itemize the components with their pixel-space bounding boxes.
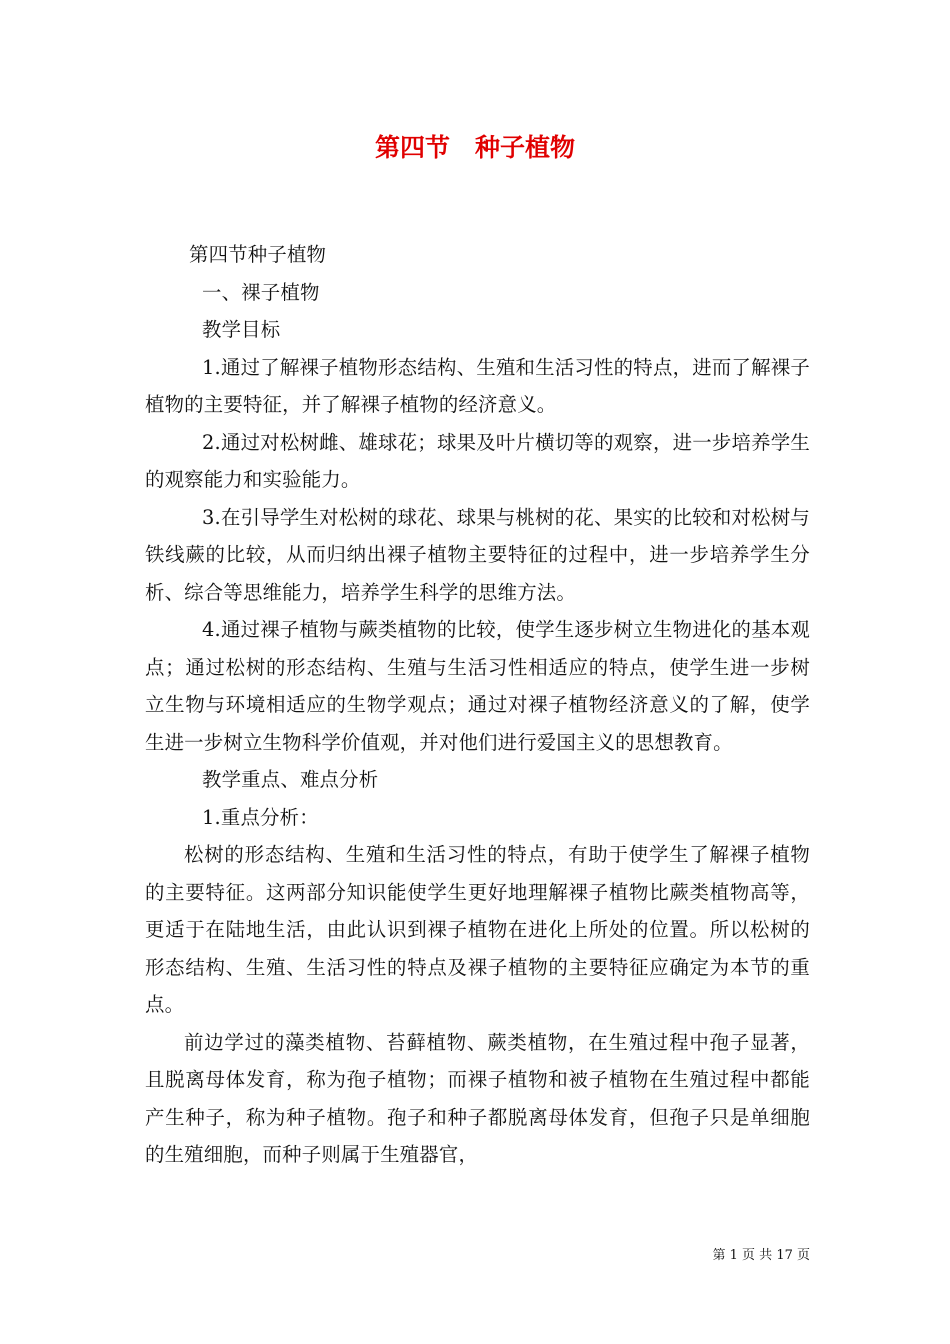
paragraph-keypoints-heading: 教学重点、难点分析 bbox=[202, 768, 379, 791]
document-body bbox=[145, 236, 810, 1174]
paragraph-keypoint-1-body: 松树的形态结构、生殖和生活习性的特点，有助于使学生了解裸子植物的主要特征。这两部分知识能使学生更好地理解裸子植物比蕨类植物高等，更适于在陆地生活，由此认识到裸子植物在进化上所处的位置。所以松树的形态结构、生殖、生活习性的特点及裸子植物的主要特征应确定为本节的重点。 bbox=[145, 843, 810, 1016]
paragraph-seed-plants: 前边学过的藻类植物、苔藓植物、蕨类植物，在生殖过程中孢子显著，且脱离母体发育，称为孢子植物；而裸子植物和被子植物在生殖过程中都能产生种子，称为种子植物。孢子和种子都脱离母体发育，但孢子只是单细胞的生殖细胞，而种子则属于生殖器官， bbox=[145, 1030, 810, 1166]
paragraph-objective-2: 2.通过对松树雌、雄球花；球果及叶片横切等的观察，进一步培养学生的观察能力和实验能力。 bbox=[145, 430, 810, 491]
document-title: 第四节 种子植物 bbox=[374, 133, 575, 162]
page-number: 第 1 页 共 17 页 bbox=[712, 1248, 810, 1263]
paragraph-objective-4: 4.通过裸子植物与蕨类植物的比较，使学生逐步树立生物进化的基本观点；通过松树的形态结构、生殖与生活习性相适应的特点，使学生进一步树立生物与环境相适应的生物学观点；通过对裸子植物经济意义的了解，使学生进一步树立生物科学价值观，并对他们进行爱国主义的思想教育。 bbox=[145, 618, 810, 754]
paragraph-subheading: 一、裸子植物 bbox=[202, 280, 320, 304]
paragraph-objective-3: 3.在引导学生对松树的球花、球果与桃树的花、果实的比较和对松树与铁线蕨的比较，从而归纳出裸子植物主要特征的过程中，进一步培养学生分析、综合等思维能力，培养学生科学的思维方法。 bbox=[145, 505, 810, 604]
paragraph-keypoint-1-heading: 1.重点分析： bbox=[202, 805, 319, 829]
paragraph-section-heading: 第四节种子植物 bbox=[189, 243, 327, 266]
paragraph-objective-1: 1.通过了解裸子植物形态结构、生殖和生活习性的特点，进而了解裸子植物的主要特征，并了解裸子植物的经济意义。 bbox=[145, 355, 810, 416]
paragraph-objectives-heading: 教学目标 bbox=[202, 318, 281, 341]
